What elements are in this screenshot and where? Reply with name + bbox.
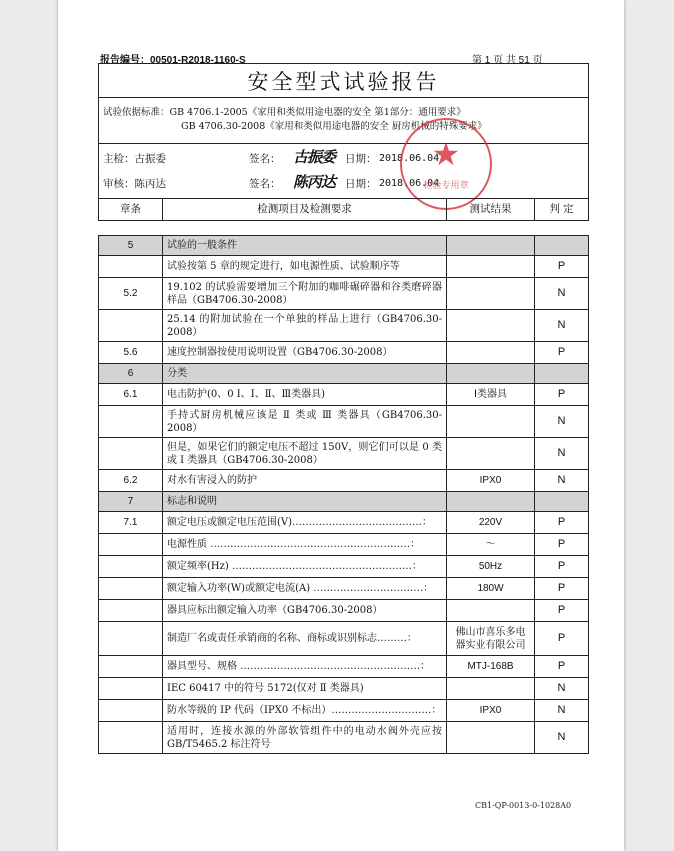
row-item: 额定频率(Hz) ………………………………………………： [163,556,447,578]
inspector-sign-label: 签名： [249,153,281,165]
header-clause: 章条 [99,199,163,221]
row-result [447,678,535,700]
report-number: 报告编号：00501-R2018-1160-S [100,55,246,66]
section-row [99,364,589,384]
row-verdict: P [535,656,589,678]
row-item: 对水有害浸入的防护 [163,470,447,492]
table-row [99,310,589,342]
row-result: IPX0 [447,700,535,722]
row-item: 分类 [163,364,447,384]
signature-block [98,143,589,199]
row-result [447,438,535,470]
row-clause: 6.2 [99,470,163,492]
table-row [99,656,589,678]
section-row [99,236,589,256]
report-page [58,0,624,851]
row-result: ～ [447,534,535,556]
row-clause [99,700,163,722]
row-clause [99,678,163,700]
row-clause: 5.6 [99,342,163,364]
page-indicator: 第 1 页 共 51 页 [472,55,543,66]
table-row [99,700,589,722]
row-clause: 7.1 [99,512,163,534]
table-row [99,722,589,754]
inspector-name: 主检：古振委 [103,153,166,165]
row-clause: 5 [99,236,163,256]
table-row [99,578,589,600]
row-clause [99,256,163,278]
row-clause [99,406,163,438]
reviewer-date-label: 日期： [345,178,377,190]
row-verdict: N [535,700,589,722]
reviewer-sign-label: 签名： [249,178,281,190]
row-item: 电源性质 ……………………………………………………： [163,534,447,556]
row-item: 适用时，连接水源的外部软管组件中的电动水阀外壳应按 GB/T5465.2 标注符号 [163,722,447,754]
row-verdict: P [535,556,589,578]
row-verdict: N [535,438,589,470]
basis-line-1: 试验依据标准：GB 4706.1-2005《家用和类似用途电器的安全 第1部分：通用要求》 [103,107,466,118]
row-clause [99,534,163,556]
row-verdict: P [535,256,589,278]
table-row [99,600,589,622]
report-title: 安全型式试验报告 [98,63,589,97]
row-item: 但是，如果它们的额定电压不超过 150V，则它们可以是 0 类或 Ⅰ 类器具（GB4706.30-2008） [163,438,447,470]
row-result: 220V [447,512,535,534]
row-item: IEC 60417 中的符号 5172(仅对 Ⅱ 类器具) [163,678,447,700]
table-row [99,406,589,438]
row-item: 试验的一般条件 [163,236,447,256]
row-clause [99,578,163,600]
star-icon: ★ [431,135,461,173]
row-verdict [535,364,589,384]
row-clause: 6 [99,364,163,384]
row-verdict: P [535,534,589,556]
table-row [99,342,589,364]
row-clause [99,556,163,578]
row-verdict: P [535,384,589,406]
table-row [99,384,589,406]
row-result [447,722,535,754]
reviewer-date: 2018.06.04 [379,178,440,189]
row-item: 额定输入功率(W)或额定电流(A) ……………………………： [163,578,447,600]
reviewer-name: 审核：陈丙达 [103,178,166,190]
row-clause [99,310,163,342]
inspector-date-label: 日期： [345,153,377,165]
row-result: IPX0 [447,470,535,492]
row-result: 180W [447,578,535,600]
table-row [99,678,589,700]
row-verdict [535,492,589,512]
row-result [447,278,535,310]
row-result: 佛山市喜乐多电器实业有限公司 [447,622,535,656]
inspector-signature: 古振委 [293,148,336,166]
header-item: 检测项目及检测要求 [163,199,447,221]
row-item: 制造厂名或责任承销商的名称、商标或识别标志………： [163,622,447,656]
row-item: 手持式厨房机械应该是 Ⅱ 类或 Ⅲ 类器具（GB4706.30-2008） [163,406,447,438]
row-verdict: N [535,678,589,700]
row-verdict: P [535,622,589,656]
row-clause [99,656,163,678]
row-item: 器具型号、规格 ………………………………………………： [163,656,447,678]
row-clause [99,622,163,656]
row-clause: 5.2 [99,278,163,310]
stamp-text: 检验专用章 [423,181,469,191]
table-header [98,198,589,221]
table-row [99,622,589,656]
test-items-table [98,235,589,754]
table-row [99,438,589,470]
row-clause [99,722,163,754]
row-verdict [535,236,589,256]
official-seal-stamp [400,118,492,210]
table-row [99,470,589,492]
row-item: 19.102 的试验需要增加三个附加的咖啡碾碎器和谷类磨碎器样品（GB4706.30-2008） [163,278,447,310]
header-result: 测试结果 [447,199,535,221]
inspector-date: 2018.06.04 [379,153,440,164]
table-body [99,236,589,754]
section-row [99,492,589,512]
table-row [99,556,589,578]
row-result: MTJ-168B [447,656,535,678]
row-result [447,310,535,342]
header-verdict: 判 定 [535,199,589,221]
row-verdict: P [535,342,589,364]
row-result [447,342,535,364]
row-result [447,406,535,438]
row-verdict: P [535,578,589,600]
row-verdict: N [535,470,589,492]
table-row [99,534,589,556]
row-result: 50Hz [447,556,535,578]
row-item: 速度控制器按使用说明设置（GB4706.30-2008） [163,342,447,364]
row-item: 试验按第 5 章的规定进行，如电源性质、试验顺序等 [163,256,447,278]
row-clause: 7 [99,492,163,512]
row-result [447,364,535,384]
basis-line-2: GB 4706.30-2008《家用和类似用途电器的安全 厨房机械的特殊要求》 [181,121,487,132]
row-verdict: N [535,310,589,342]
row-clause: 6.1 [99,384,163,406]
row-item: 额定电压或额定电压范围(V)…………………………………： [163,512,447,534]
row-verdict: N [535,722,589,754]
row-item: 标志和说明 [163,492,447,512]
row-item: 防水等级的 IP 代码（IPX0 不标出）…………………………： [163,700,447,722]
row-result: Ⅰ类器具 [447,384,535,406]
table-row [99,278,589,310]
form-code: CB1-QP-0013-0-1028A0 [475,801,572,810]
table-row [99,512,589,534]
row-item: 器具应标出额定输入功率（GB4706.30-2008） [163,600,447,622]
row-result [447,256,535,278]
row-result [447,492,535,512]
row-verdict: N [535,406,589,438]
row-verdict: P [535,600,589,622]
row-verdict: P [535,512,589,534]
test-basis-standards [98,97,589,143]
row-clause [99,438,163,470]
row-verdict: N [535,278,589,310]
table-row [99,256,589,278]
row-result [447,600,535,622]
reviewer-signature: 陈丙达 [293,173,336,191]
row-item: 25.14 的附加试验在一个单独的样品上进行（GB4706.30-2008） [163,310,447,342]
row-result [447,236,535,256]
row-item: 电击防护(0、0 Ⅰ、Ⅰ、Ⅱ、Ⅲ类器具) [163,384,447,406]
row-clause [99,600,163,622]
